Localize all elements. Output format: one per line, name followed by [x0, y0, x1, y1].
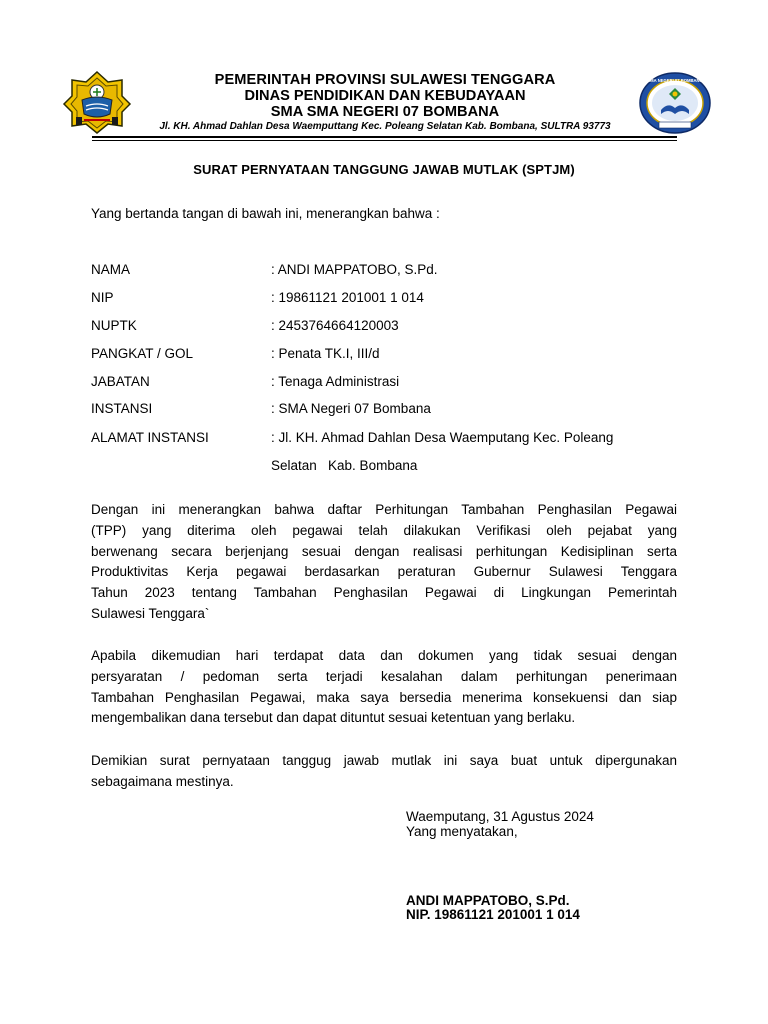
signature-name: ANDI MAPPATOBO, S.Pd.: [406, 893, 570, 908]
field-value: : 2453764664120003: [271, 318, 399, 333]
field-label: JABATAN: [91, 374, 150, 389]
field-value: : Jl. KH. Ahmad Dahlan Desa Waemputang Kec. Poleang: [271, 430, 614, 445]
paragraph-line: (TPP) yang diterima oleh pegawai telah dilakukan Verifikasi oleh pejabat yang: [91, 522, 677, 538]
paragraph-line: Tambahan Penghasilan Pegawai, maka saya bersedia menerima konsekuensi dan siap: [91, 689, 677, 705]
field-value: : SMA Negeri 07 Bombana: [271, 401, 431, 416]
paragraph-line: Apabila dikemudian hari terdapat data dan dokumen yang tidak sesuai dengan: [91, 648, 677, 663]
letterhead-line-3: SMA SMA NEGERI 07 BOMBANA: [270, 104, 500, 120]
paragraph-verification: [91, 500, 677, 625]
field-label: NIP: [91, 290, 114, 305]
field-value: : Tenaga Administrasi: [271, 374, 400, 389]
field-value: : 19861121 201001 1 014: [271, 290, 424, 305]
field-label: NAMA: [91, 262, 131, 277]
letterhead-line-1: PEMERINTAH PROVINSI SULAWESI TENGGARA: [214, 72, 556, 88]
letterhead-address: Jl. KH. Ahmad Dahlan Desa Waemputtang Kec. Poleang Selatan Kab. Bombana, SULTRA 93773: [159, 121, 611, 132]
letterhead-rule-thin: [92, 140, 677, 141]
paragraph-line: Demikian surat pernyataan tanggug jawab mutlak ini saya buat untuk dipergunakan: [91, 753, 677, 768]
paragraph-line: berwenang secara berjenjang sesuai dengan realisasi perhitungan Kedisiplinan serta: [91, 543, 677, 559]
field-label: NUPTK: [91, 318, 137, 333]
field-value-continued: Selatan Kab. Bombana: [271, 458, 418, 473]
paragraph-line: Tahun 2023 tentang Tambahan Penghasilan Pegawai di Lingkungan Pemerintah: [91, 585, 677, 601]
paragraph-closing: [91, 751, 677, 793]
field-value: : Penata TK.I, III/d: [271, 346, 380, 361]
letterhead-rule-thick: [92, 136, 677, 138]
document-title: SURAT PERNYATAAN TANGGUNG JAWAB MUTLAK (SPTJM): [193, 162, 575, 177]
paragraph-line: Sulawesi Tenggara`: [91, 605, 210, 621]
paragraph-line: Produktivitas Kerja pegawai berdasarkan peraturan Gubernur Sulawesi Tenggara: [91, 564, 677, 580]
paragraph-line: Dengan ini menerangkan bahwa daftar Perhitungan Tambahan Penghasilan Pegawai: [91, 502, 677, 517]
signature-nip: NIP. 19861121 201001 1 014: [406, 907, 580, 922]
paragraph-line: mengembalikan dana tersebut dan dapat dituntut sesuai ketentuan yang berlaku.: [91, 710, 576, 726]
school-emblem-text: SMA NEGERI 07 BOMBANA: [647, 78, 703, 83]
intro-text: Yang bertanda tangan di bawah ini, menerangkan bahwa :: [91, 206, 440, 221]
field-label: PANGKAT / GOL: [91, 346, 194, 361]
field-label: INSTANSI: [91, 401, 153, 416]
field-value: : ANDI MAPPATOBO, S.Pd.: [271, 262, 438, 277]
paragraph-consequence: [91, 646, 677, 729]
paragraph-line: sebagaimana mestinya.: [91, 773, 234, 789]
signature-statement: Yang menyatakan,: [406, 824, 518, 839]
signature-place-date: Waemputang, 31 Agustus 2024: [406, 809, 594, 824]
letterhead-line-2: DINAS PENDIDIKAN DAN KEBUDAYAAN: [244, 88, 526, 104]
paragraph-line: persyaratan / pedoman serta terjadi kesalahan dalam perhitungan penerimaan: [91, 668, 677, 684]
field-label: ALAMAT INSTANSI: [91, 430, 209, 445]
